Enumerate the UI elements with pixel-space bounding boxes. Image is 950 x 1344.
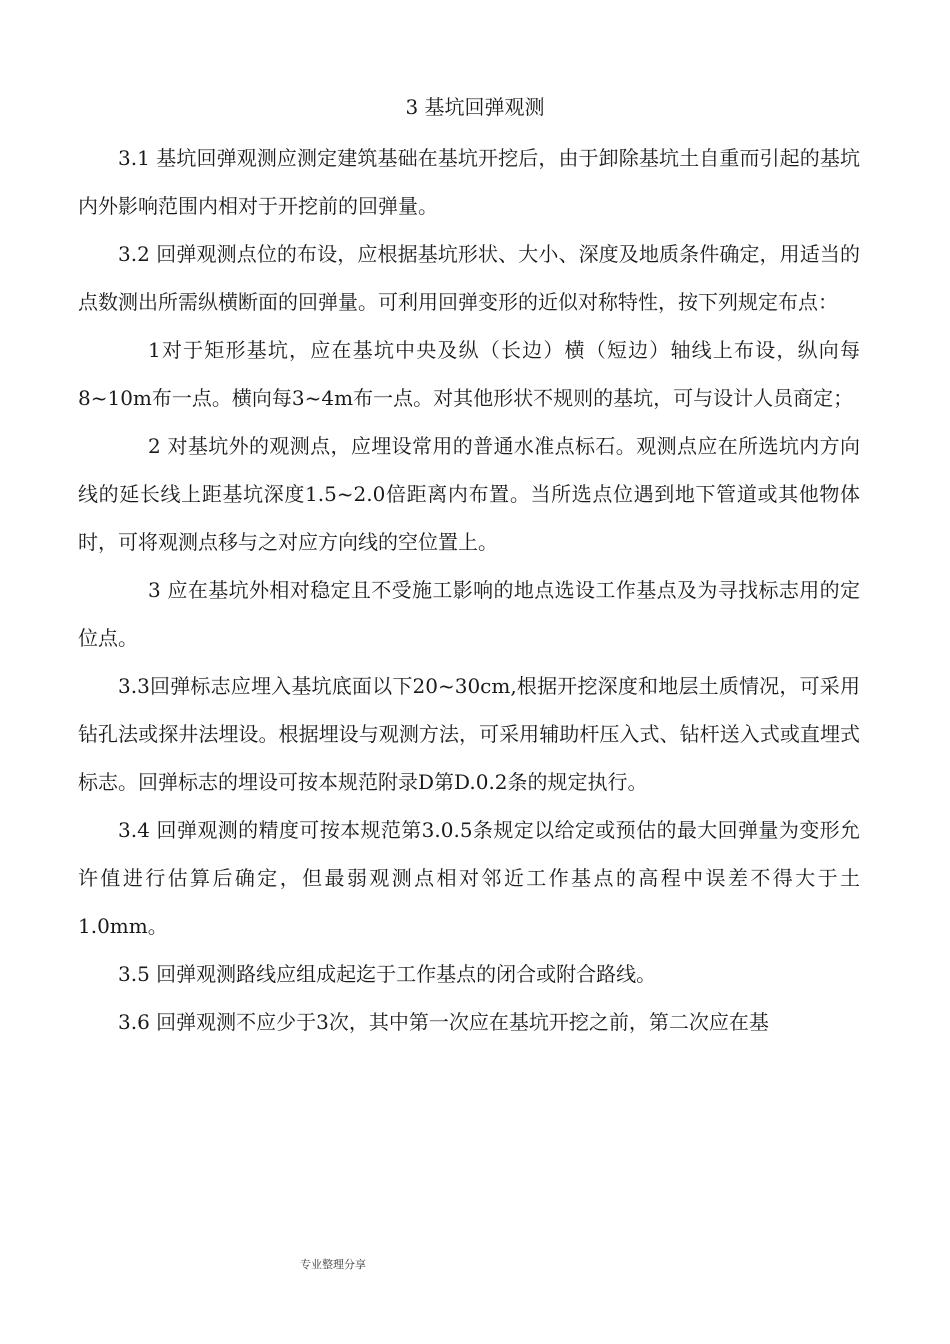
paragraph-3-1: 3.1 基坑回弹观测应测定建筑基础在基坑开挖后，由于卸除基坑土自重而引起的基坑内外影响范围内相对于开挖前的回弹量。	[78, 146, 860, 218]
paragraph-3-3: 3.3回弹标志应埋入基坑底面以下20~30cm,根据开挖深度和地层土质情况，可采用钻孔法或探井法埋设。根据埋设与观测方法，可采用辅助杆压入式、钻杆送入式或直埋式标志。回弹标志的埋设可按本规范附录D第D.0.2条的规定执行。	[78, 674, 860, 794]
paragraph-3-5: 3.5 回弹观测路线应组成起迄于工作基点的闭合或附合路线。	[118, 962, 657, 986]
paragraph-item-3: 3 应在基坑外相对稳定且不受施工影响的地点选设工作基点及为寻找标志用的定位点。	[78, 578, 860, 650]
document-body	[78, 134, 860, 1046]
paragraph-3-4: 3.4 回弹观测的精度可按本规范第3.0.5条规定以给定或预估的最大回弹量为变形允许值进行估算后确定，但最弱观测点相对邻近工作基点的高程中误差不得大于土1.0mm。	[78, 818, 860, 938]
paragraph-3-2: 3.2 回弹观测点位的布设，应根据基坑形状、大小、深度及地质条件确定，用适当的点数测出所需纵横断面的回弹量。可利用回弹变形的近似对称特性，按下列规定布点：	[78, 242, 860, 314]
paragraph-item-1: 1对于矩形基坑，应在基坑中央及纵（长边）横（短边）轴线上布设，纵向每8~10m布一点。横向每3~4m布一点。对其他形状不规则的基坑，可与设计人员商定；	[78, 338, 860, 410]
section-title: 3 基坑回弹观测	[405, 95, 545, 119]
paragraph-item-2: 2 对基坑外的观测点，应埋设常用的普通水准点标石。观测点应在所选坑内方向线的延长线上距基坑深度1.5~2.0倍距离内布置。当所选点位遇到地下管道或其他物体时，可将观测点移与之对应方向线的空位置上。	[78, 434, 860, 554]
paragraph-3-6: 3.6 回弹观测不应少于3次，其中第一次应在基坑开挖之前，第二次应在基	[118, 1010, 769, 1034]
page-footer: 专业整理分享	[300, 1258, 366, 1271]
